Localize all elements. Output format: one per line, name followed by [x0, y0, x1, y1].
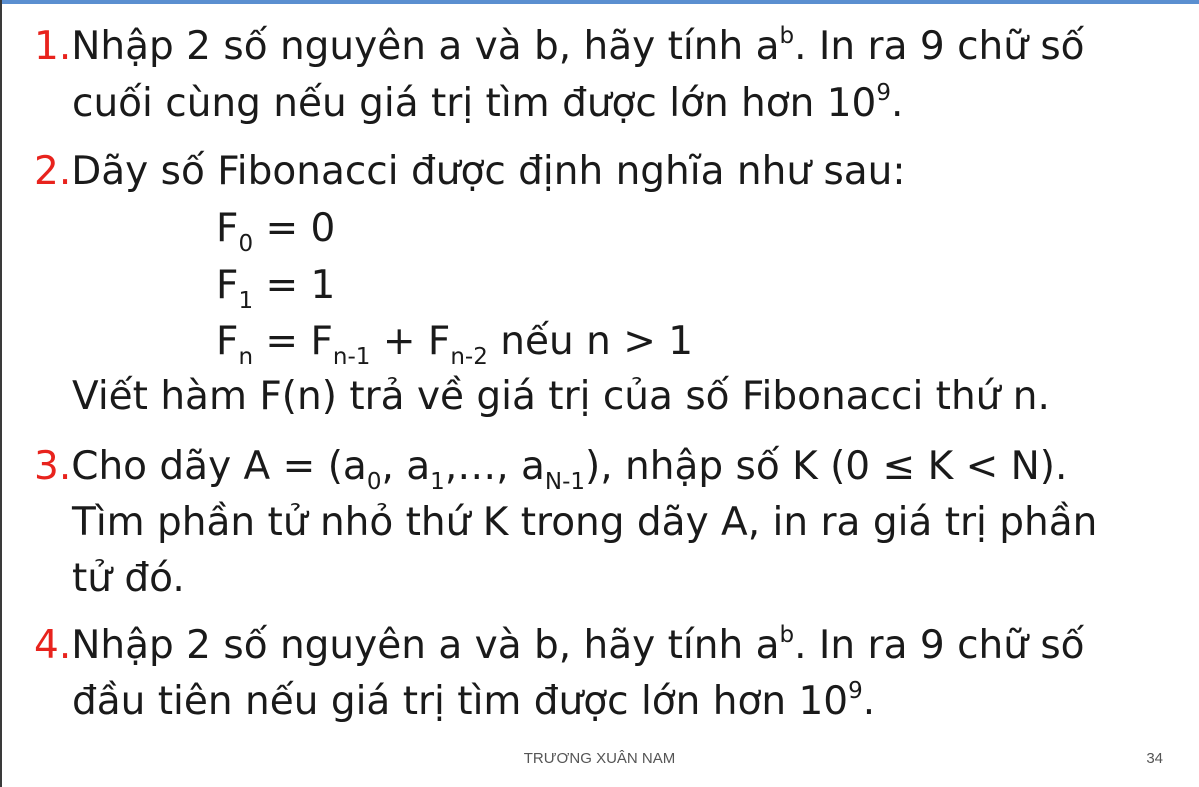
exercise-2-line-2: Viết hàm F(n) trả về giá trị của số Fibonacci thứ n.	[72, 374, 1050, 419]
exercise-3-line-1: 3.Cho dãy $A = (a_0$, $a_1,\dots$, $a_{N-1}$), nhập số K (0 ≤ K < N).	[34, 444, 1068, 495]
page-number: 34	[1146, 750, 1163, 767]
exercise-1-number: 1.	[34, 24, 72, 69]
fibonacci-equation-f0: $F_0 = 0$	[216, 206, 336, 257]
exercise-1-line-2: cuối cùng nếu giá trị tìm được lớn hơn $10^9$.	[72, 80, 904, 126]
exercise-3-number: 3.	[34, 444, 72, 489]
exercise-2-line-1: 2.Dãy số Fibonacci được định nghĩa như sau:	[34, 149, 906, 194]
exercise-3-line-3: tử đó.	[72, 556, 185, 601]
fibonacci-equation-fn: $F_n = F_{n-1} + F_{n-2}$ nếu n > 1	[216, 319, 694, 370]
exercise-1-line-1: 1.Nhập 2 số nguyên a và b, hãy tính $a^b$. In ra 9 chữ số	[34, 23, 1085, 69]
exercise-2-number: 2.	[34, 149, 72, 194]
exercise-3-line-2: Tìm phần tử nhỏ thứ K trong dãy A, in ra giá trị phần	[72, 500, 1098, 545]
exercise-4-line-1: 4.Nhập 2 số nguyên a và b, hãy tính $a^b$. In ra 9 chữ số	[34, 622, 1085, 668]
fibonacci-equation-f1: $F_1 = 1$	[216, 263, 336, 314]
exercise-4-line-2: đầu tiên nếu giá trị tìm được lớn hơn $10^9$.	[72, 678, 876, 724]
exercise-4-number: 4.	[34, 623, 72, 668]
footer-author: TRƯƠNG XUÂN NAM	[523, 750, 676, 767]
